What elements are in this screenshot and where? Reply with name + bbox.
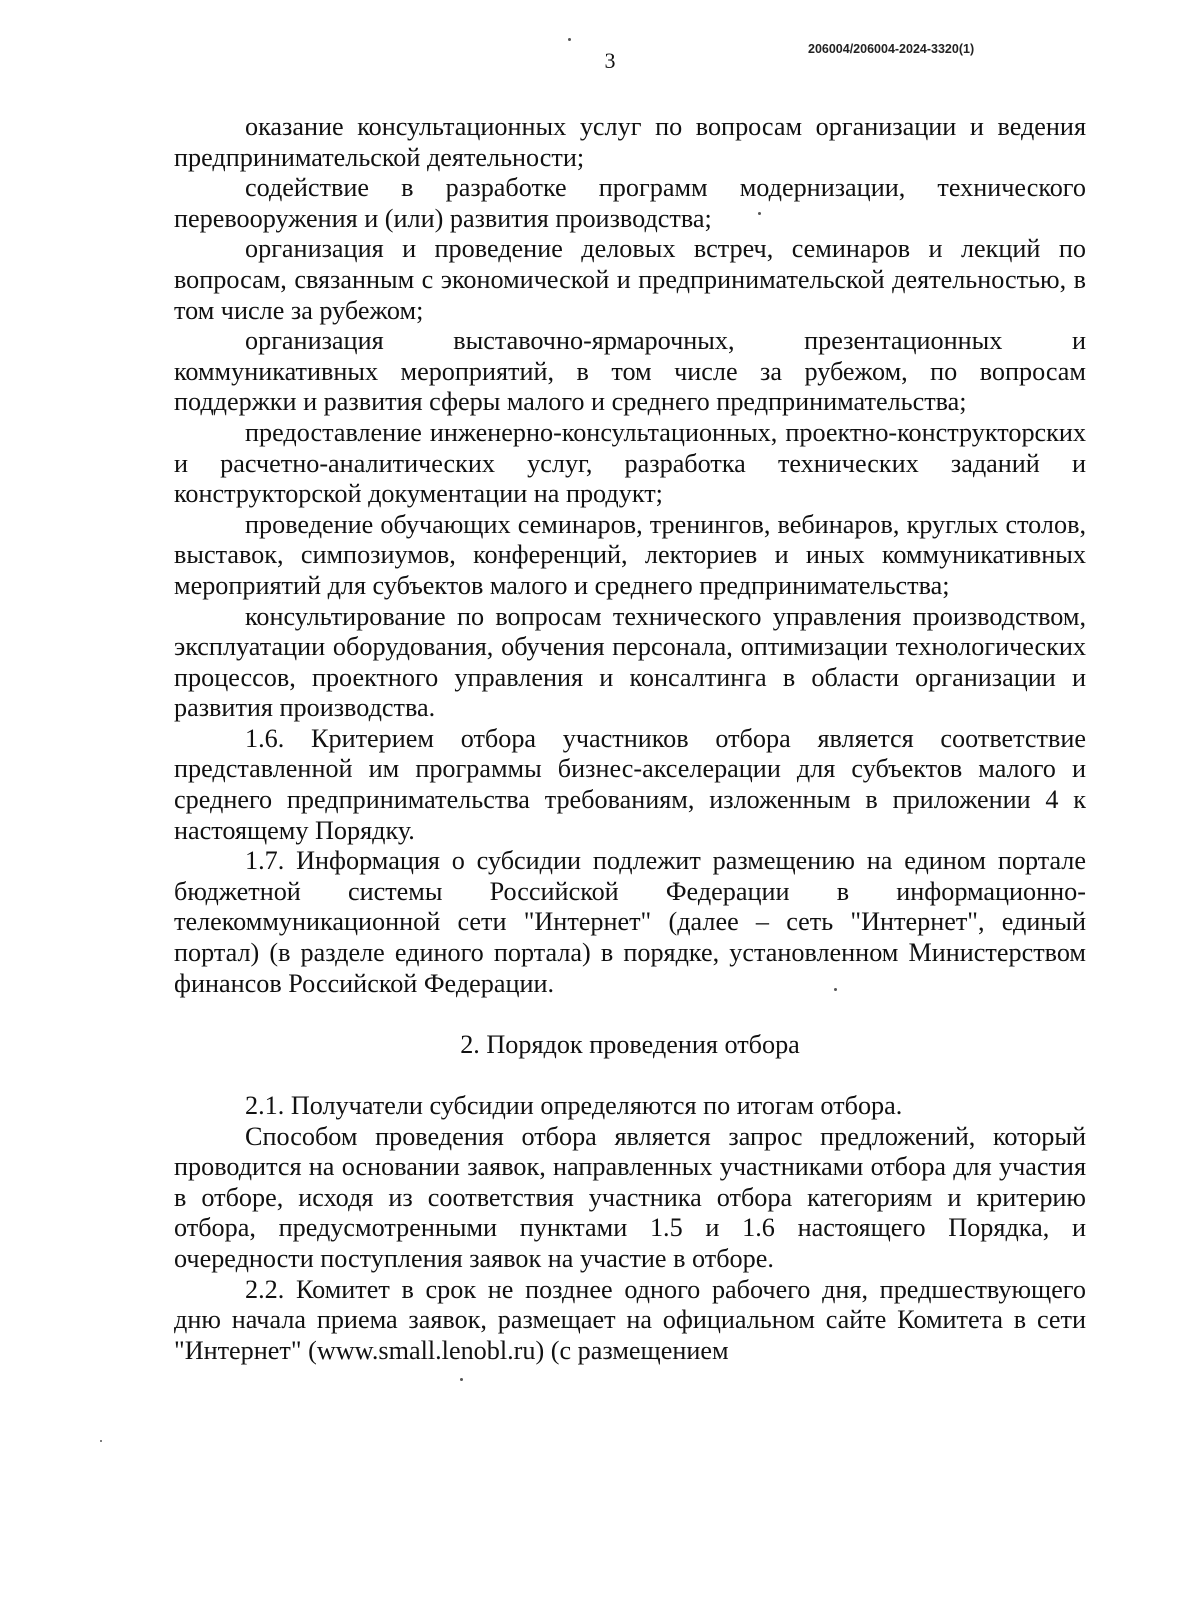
- paragraph: содействие в разработке программ модернизации, технического перевооружения и (или) развития производства;: [174, 173, 1086, 233]
- scan-speck: [100, 1440, 102, 1442]
- scan-speck: [460, 1378, 463, 1381]
- paragraph: организация выставочно-ярмарочных, презентационных и коммуникативных мероприятий, в том числе за рубежом, по вопросам поддержки и развития сферы малого и среднего предпринимательства;: [174, 326, 1086, 417]
- paragraph: организация и проведение деловых встреч, семинаров и лекций по вопросам, связанным с экономической и предпринимательской деятельностью, в том числе за рубежом;: [174, 234, 1086, 325]
- document-id: 206004/206004-2024-3320(1): [808, 42, 975, 56]
- clause-2-2: 2.2. Комитет в срок не позднее одного рабочего дня, предшествующего дню начала приема заявок, размещает на официальном сайте Комитета в сети "Интернет" (www.small.lenobl.ru) (с размещением: [174, 1274, 1086, 1365]
- page-number: 3: [604, 48, 616, 73]
- paragraph: консультирование по вопросам технического управления производством, эксплуатации оборудования, обучения персонала, оптимизации технологических процессов, проектного управления и консалтинга в области организации и развития производства.: [174, 601, 1086, 723]
- paragraph: предоставление инженерно-консультационных, проектно-конструкторских и расчетно-аналитических услуг, разработка технических заданий и конструкторской документации на продукт;: [174, 417, 1086, 509]
- paragraph: проведение обучающих семинаров, тренингов, вебинаров, круглых столов, выставок, симпозиумов, конференций, лекториев и иных коммуникативных мероприятий для субъектов малого и среднего предпринимательства;: [174, 509, 1086, 600]
- clause-1-6: 1.6. Критерием отбора участников отбора является соответствие представленной им программы бизнес-акселерации для субъектов малого и среднего предпринимательства требованиям, изложенным в приложении 4 к настоящему Порядку.: [174, 723, 1086, 845]
- scan-speck: [834, 988, 837, 991]
- section-heading: 2. Порядок проведения отбора: [460, 1029, 800, 1059]
- clause-1-7: 1.7. Информация о субсидии подлежит размещению на едином портале бюджетной системы Российской Федерации в информационно-телекоммуникационной сети "Интернет" (далее – сеть "Интернет", единый портал) (в разделе единого портала) в порядке, установленном Министерством финансов Российской Федерации.: [174, 846, 1086, 998]
- clause-2-1: 2.1. Получатели субсидии определяются по итогам отбора.: [245, 1091, 903, 1120]
- scan-speck: [568, 38, 571, 41]
- paragraph: Способом проведения отбора является запрос предложений, который проводится на основании заявок, направленных участниками отбора для участия в отборе, исходя из соответствия участника отбора категориям и критерию отбора, предусмотренными пунктами 1.5 и 1.6 настоящего Порядка, и очередности поступления заявок на участие в отборе.: [174, 1121, 1086, 1273]
- scan-speck: [758, 212, 761, 215]
- document-body: [174, 112, 1086, 1366]
- paragraph: оказание консультационных услуг по вопросам организации и ведения предпринимательской деятельности;: [174, 112, 1086, 172]
